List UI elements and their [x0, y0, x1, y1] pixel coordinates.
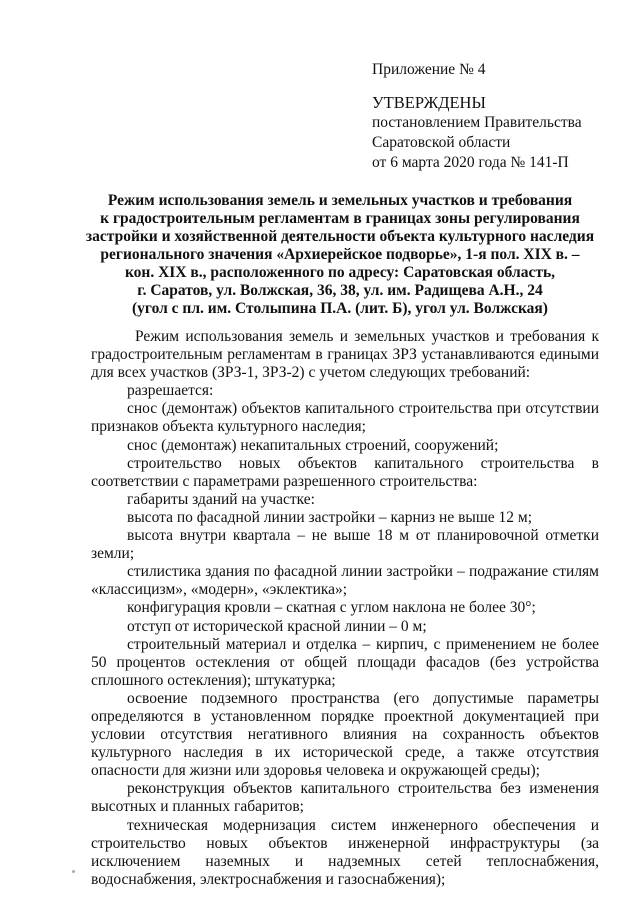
paragraph: конфигурация кровли – скатная с углом наклона не более 30°;: [127, 599, 536, 617]
title-line: к градостроительным регламентам в границах зоны регулирования: [100, 210, 580, 227]
paragraph: освоение подземного пространства (его допустимые параметры определяются в установленном порядке проектной документацией при условии отсутствия негативного влияния на сохранность объектов культурного наследия в их исторической среде, а также отсутствия опасности для жизни или здоровья человека и окружающей среды);: [91, 689, 599, 780]
scan-speck: [72, 870, 75, 873]
paragraph: габариты зданий на участке:: [127, 490, 315, 508]
paragraph: техническая модернизация систем инженерного обеспечения и строительство новых объектов инженерной инфраструктуры (за исключением наземных и надземных сетей теплоснабжения, водоснабжения, электроснабжения и газоснабжения);: [91, 816, 599, 888]
annex-number: Приложение № 4: [372, 61, 486, 78]
title-line: Режим использования земель и земельных участков и требования: [107, 192, 573, 209]
title-line: (угол с пл. им. Столыпина П.А. (лит. Б), угол ул. Волжская): [132, 300, 548, 317]
title-line: г. Саратов, ул. Волжская, 36, 38, ул. им. Радищева А.Н., 24: [137, 282, 543, 299]
paragraph: разрешается:: [127, 382, 214, 400]
document-title: [72, 192, 608, 318]
paragraph: снос (демонтаж) некапитальных строений, сооружений;: [127, 436, 499, 454]
paragraph: строительный материал и отделка – кирпич, с применением не более 50 процентов остекления от общей площади фасадов (без устройства сплошного остекления); штукатурка;: [91, 635, 599, 689]
approval-block: [372, 60, 622, 173]
approved-heading: УТВЕРЖДЕНЫ: [372, 93, 486, 112]
paragraph: снос (демонтаж) объектов капитального строительства при отсутствии признаков объекта культурного наследия;: [91, 400, 599, 436]
paragraph: отступ от исторической красной линии – 0 м;: [127, 617, 427, 635]
paragraph: высота внутри квартала – не выше 18 м от планировочной отметки земли;: [91, 527, 599, 563]
decree-line: от 6 марта 2020 года № 141-П: [372, 154, 569, 171]
intro-paragraph: Режим использования земель и земельных участков и требования к градостроительным регламентам в границах ЗРЗ устанавливаются едиными для всех участков (ЗРЗ-1, ЗРЗ-2) с учетом следующих требований:: [91, 328, 599, 382]
paragraph: высота по фасадной линии застройки – карниз не выше 12 м;: [127, 508, 532, 526]
paragraph: стилистика здания по фасадной линии застройки – подражание стилям «классицизм», «модерн», «эклектика»;: [91, 563, 599, 599]
decree-line: постановлением Правительства: [372, 114, 582, 131]
title-line: регионального значения «Архиерейское подворье», 1-я пол. XIX в. –: [100, 246, 580, 263]
paragraph: строительство новых объектов капитального строительства в соответствии с параметрами разрешенного строительства:: [91, 454, 599, 490]
paragraph: реконструкция объектов капитального строительства без изменения высотных и планных габаритов;: [91, 780, 599, 816]
title-line: кон. XIX в., расположенного по адресу: Саратовская область,: [124, 264, 556, 281]
title-line: застройки и хозяйственной деятельности объекта культурного наследия: [85, 228, 595, 245]
document-body: [91, 328, 599, 889]
decree-line: Саратовской области: [372, 134, 511, 151]
